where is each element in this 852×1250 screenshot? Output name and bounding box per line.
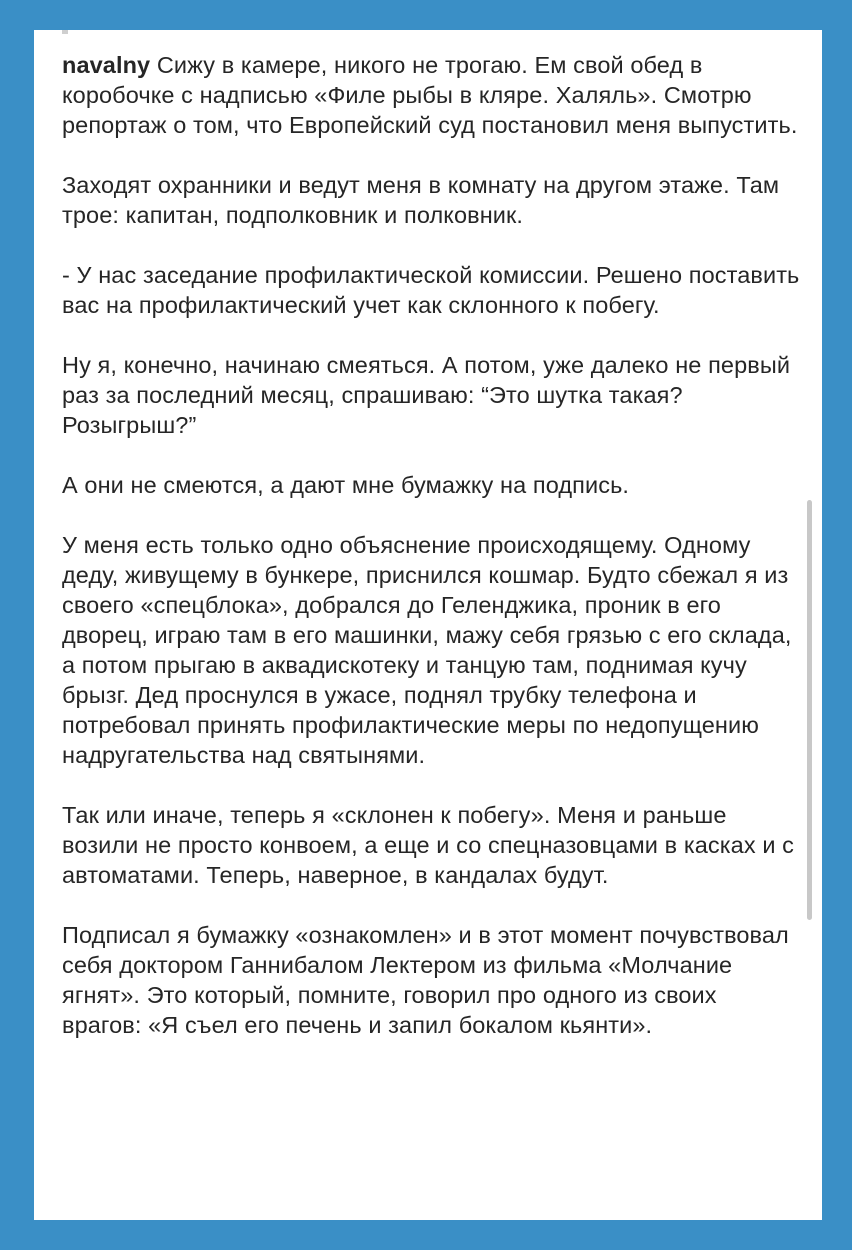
caption-paragraph: У меня есть только одно объяснение происходящему. Одному деду, живущему в бункере, приснился кошмар. Будто сбежал я из своего «спецблока», добрался до Геленджика, проник в его дворец, играю там в его машинки, мажу себя грязью с его склада, а потом прыгаю в аквадискотеку и танцую там, поднимая кучу брызг. Дед проснулся в ужасе, поднял трубку телефона и потребовал принять профилактические меры по недопущению надругательства над святынями. [62, 532, 792, 768]
cropped-element [62, 30, 68, 34]
post-caption [62, 50, 802, 1070]
caption-paragraph: Подписал я бумажку «ознакомлен» и в этот момент почувствовал себя доктором Ганнибалом Лектером из фильма «Молчание ягнят». Это который, помните, говорил про одного из своих врагов: «Я съел его печень и запил бокалом кьянти». [62, 922, 789, 1038]
post-card [34, 30, 822, 1220]
caption-text: Сижу в камере, никого не трогаю. Ем свой обед в коробочке с надписью «Филе рыбы в кляре. Халяль». Смотрю репортаж о том, что Европейский суд постановил меня выпустить. [62, 52, 798, 138]
caption-paragraph: Так или иначе, теперь я «склонен к побегу». Меня и раньше возили не просто конвоем, а еще и со спецназовцами в касках и с автоматами. Теперь, наверное, в кандалах будут. [62, 802, 795, 888]
caption-paragraph: Ну я, конечно, начинаю смеяться. А потом, уже далеко не первый раз за последний месяц, спрашиваю: “Это шутка такая? Розыгрыш?” [62, 352, 791, 438]
caption-paragraph: Заходят охранники и ведут меня в комнату на другом этаже. Там трое: капитан, подполковник и полковник. [62, 172, 780, 228]
caption-first-paragraph [62, 50, 802, 140]
caption-paragraph: - У нас заседание профилактической комиссии. Решено поставить вас на профилактический учет как склонного к побегу. [62, 262, 800, 318]
username-link[interactable]: navalny [62, 52, 151, 78]
scrollbar[interactable] [807, 500, 812, 920]
caption-paragraph: А они не смеются, а дают мне бумажку на подпись. [62, 472, 630, 498]
